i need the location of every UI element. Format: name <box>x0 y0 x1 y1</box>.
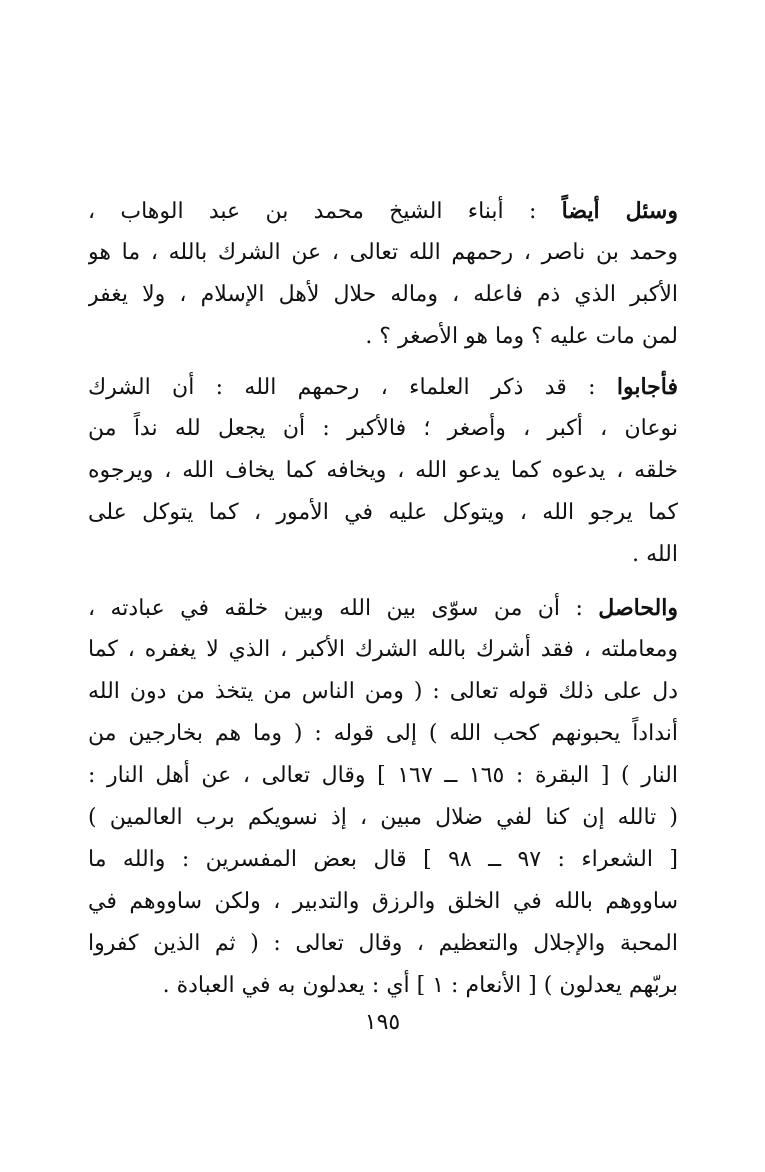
line-text: : أن من سوّى بين الله وبين خلقه في عبادته ، <box>88 596 583 621</box>
page-number: ١٩٥ <box>364 1010 401 1035</box>
text-line: دل على ذلك قوله تعالى : ( ومن الناس من يتخذ من دون الله <box>88 679 678 704</box>
text-line: [ الشعراء : ٩٧ ــ ٩٨ ] قال بعض المفسرين : والله ما <box>88 847 678 872</box>
line-text: : قد ذكر العلماء ، رحمهم الله : أن الشرك <box>88 375 596 400</box>
text-line: بربّهم يعدلون ) [ الأنعام : ١ ] أي : يعدلون به في العبادة . <box>162 973 678 998</box>
paragraph-lead: فأجابوا <box>616 374 678 400</box>
line-text: : أبناء الشيخ محمد بن عبد الوهاب ، <box>88 199 537 224</box>
text-line: النار ) [ البقرة : ١٦٥ ــ ١٦٧ ] وقال تعالى ، عن أهل النار : <box>88 763 678 788</box>
text-line: ساووهم بالله في الخلق والرزق والتدبير ، ولكن ساووهم في <box>88 889 678 914</box>
paragraph-answer <box>88 366 678 576</box>
paragraph-lead: والحاصل <box>598 595 678 621</box>
paragraph-question <box>88 190 678 358</box>
text-line <box>88 587 678 629</box>
text-line: كما يرجو الله ، ويتوكل عليه في الأمور ، كما يتوكل على <box>88 500 678 525</box>
text-line: ومعاملته ، فقد أشرك بالله الشرك الأكبر ، الذي لا يغفره ، كما <box>88 637 678 662</box>
text-line: ( تالله إن كنا لفي ضلال مبين ، إذ نسويكم برب العالمين ) <box>88 805 678 830</box>
text-line <box>88 190 678 232</box>
paragraph-summary <box>88 587 678 1007</box>
text-line: وحمد بن ناصر ، رحمهم الله تعالى ، عن الشرك بالله ، ما هو <box>88 240 678 265</box>
text-line: الأكبر الذي ذم فاعله ، وماله حلال لأهل الإسلام ، ولا يغفر <box>88 282 678 307</box>
text-line: الله . <box>632 542 678 567</box>
text-line: خلقه ، يدعوه كما يدعو الله ، ويخافه كما يخاف الله ، ويرجوه <box>88 458 678 483</box>
text-line: أنداداً يحبونهم كحب الله ) إلى قوله : ( وما هم بخارجين من <box>88 721 678 746</box>
text-line: نوعان ، أكبر ، وأصغر ؛ فالأكبر : أن يجعل لله نداً من <box>88 416 678 441</box>
text-line <box>88 366 678 408</box>
text-line: المحبة والإجلال والتعظيم ، وقال تعالى : ( ثم الذين كفروا <box>88 931 678 956</box>
text-line: لمن مات عليه ؟ وما هو الأصغر ؟ . <box>365 324 678 349</box>
paragraph-lead: وسئل أيضاً <box>561 198 678 224</box>
